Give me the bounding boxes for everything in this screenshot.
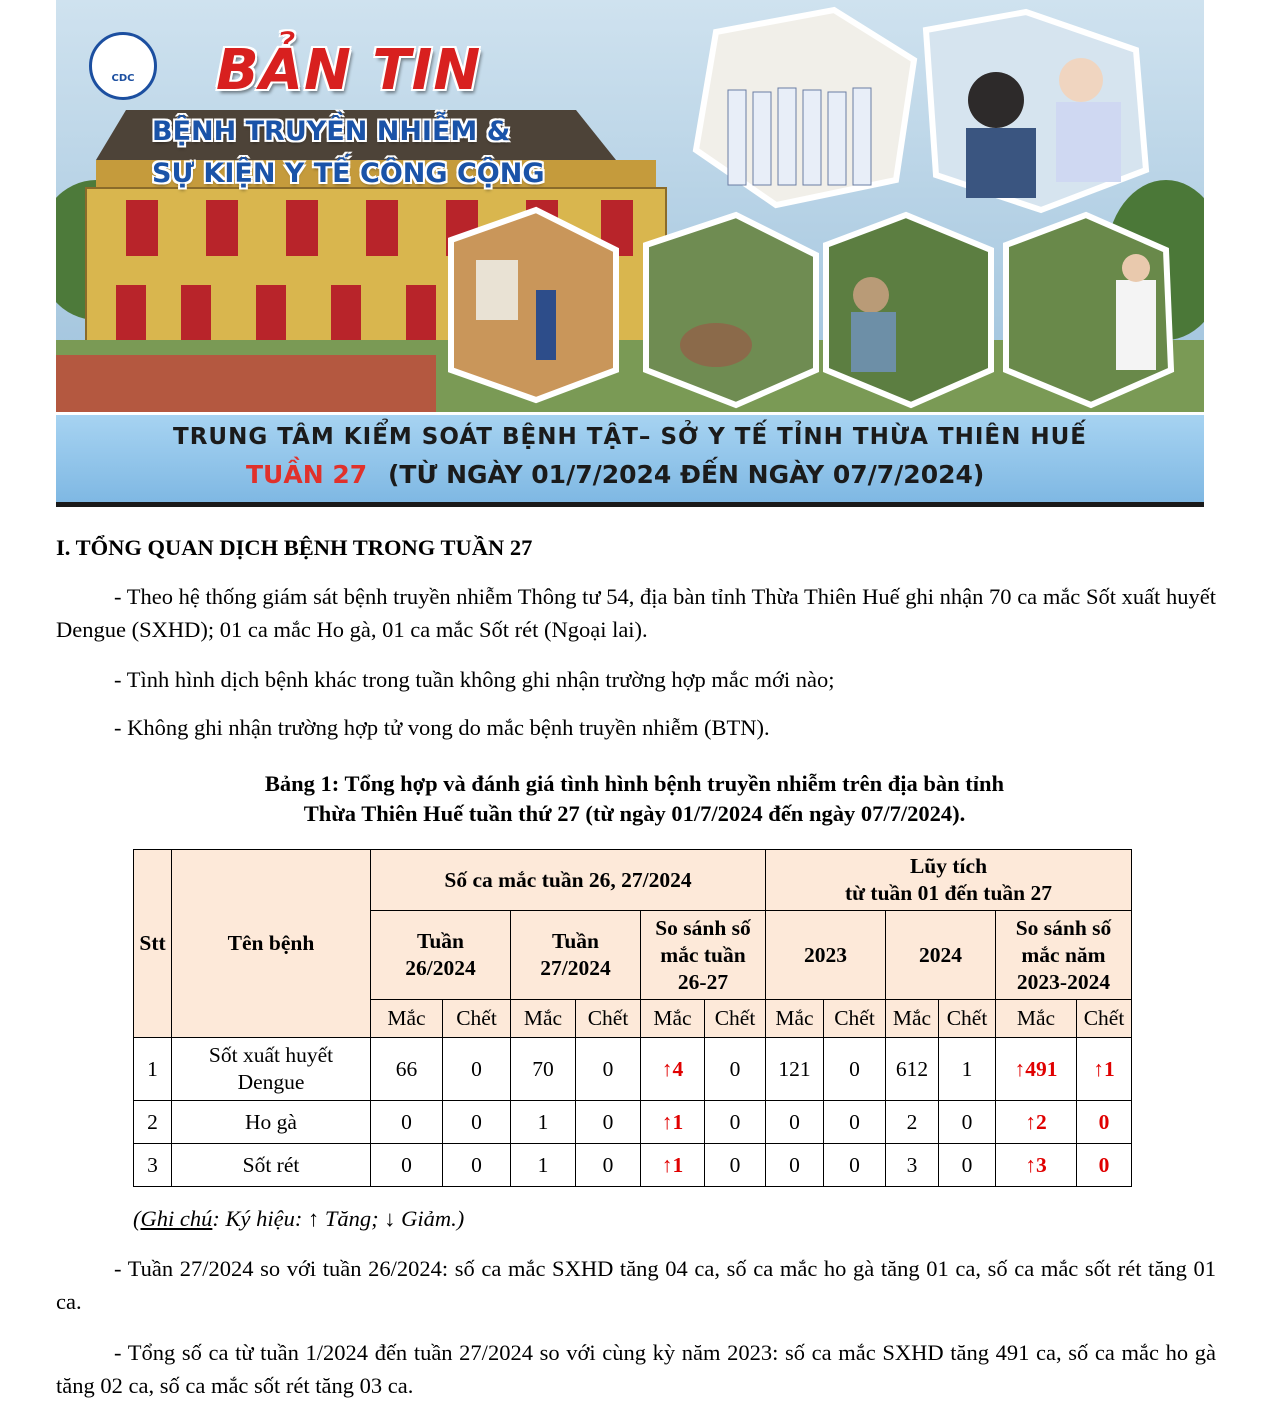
header-banner: [56, 0, 1204, 507]
row-cell: 1: [511, 1144, 576, 1187]
subheader-cell: Mắc: [886, 1000, 939, 1038]
analysis-paragraph-1: - Tuần 27/2024 so với tuần 26/2024: số ca mắc SXHD tăng 04 ca, số ca mắc ho gà tăng 01 ca, số ca mắc sốt rét tăng 01 ca.: [56, 1256, 1216, 1314]
row-cell: 612: [886, 1038, 939, 1101]
cdc-logo: CDC: [89, 32, 157, 100]
row-disease-name: Ho gà: [172, 1101, 371, 1144]
table-row: [134, 1101, 1132, 1144]
subheader-cell: Chết: [705, 1000, 766, 1038]
overview-paragraph-1: - Theo hệ thống giám sát bệnh truyền nhiễm Thông tư 54, địa bàn tỉnh Thừa Thiên Huế ghi nhận 70 ca mắc Sốt xuất huyết Dengue (SXHD); 01 ca mắc Ho gà, 01 ca mắc Sốt rét (Ngoại lai).: [56, 584, 1216, 642]
subheader-cell: Mắc: [641, 1000, 705, 1038]
header-week-27: Tuần 27/2024: [511, 911, 641, 1000]
section-title: I. TỔNG QUAN DỊCH BỆNH TRONG TUẦN 27: [56, 535, 533, 560]
row-stt: 3: [134, 1144, 172, 1187]
row-cell-increase: ↑1: [641, 1101, 705, 1144]
row-disease-name: Sốt xuất huyết Dengue: [172, 1038, 371, 1101]
row-cell: 1: [939, 1038, 996, 1101]
table-caption-line-2: Thừa Thiên Huế tuần thứ 27 (từ ngày 01/7/2024 đến ngày 07/7/2024).: [303, 801, 966, 826]
subheader-cell: Mắc: [996, 1000, 1077, 1038]
banner-week: TUẦN 27: [246, 460, 368, 489]
subheader-cell: Mắc: [511, 1000, 576, 1038]
header-weekly-cases: Số ca mắc tuần 26, 27/2024: [371, 850, 766, 911]
table-row: [134, 1038, 1132, 1101]
row-cell: 0: [576, 1101, 641, 1144]
banner-date-range: (TỪ NGÀY 01/7/2024 ĐẾN NGÀY 07/7/2024): [388, 460, 985, 489]
row-cell: 0: [371, 1101, 443, 1144]
row-cell-increase: ↑1: [641, 1144, 705, 1187]
row-cell: 70: [511, 1038, 576, 1101]
header-year-comparison: So sánh số mắc năm 2023-2024: [996, 911, 1132, 1000]
row-cell: 121: [766, 1038, 824, 1101]
row-cell: 0: [939, 1144, 996, 1187]
header-disease-name: Tên bệnh: [172, 850, 371, 1038]
row-cell: 0: [443, 1101, 511, 1144]
row-cell: 0: [576, 1144, 641, 1187]
overview-paragraph-2: - Tình hình dịch bệnh khác trong tuần không ghi nhận trường hợp mắc mới nào;: [114, 667, 835, 692]
row-cell: 0: [576, 1038, 641, 1101]
overview-paragraph-3: - Không ghi nhận trường hợp tử vong do mắc bệnh truyền nhiễm (BTN).: [114, 715, 770, 740]
row-cell-increase: ↑1: [1077, 1038, 1132, 1101]
row-cell: 0: [443, 1144, 511, 1187]
row-cell-increase: ↑3: [996, 1144, 1077, 1187]
subheader-cell: Chết: [824, 1000, 886, 1038]
row-cell-highlight: 0: [1077, 1144, 1132, 1187]
row-cell-highlight: 0: [1077, 1101, 1132, 1144]
disease-summary-table: [133, 849, 1132, 1187]
header-cumulative: Lũy tích từ tuần 01 đến tuần 27: [766, 850, 1132, 911]
row-stt: 1: [134, 1038, 172, 1101]
banner-title: BẢN TIN: [216, 38, 482, 103]
row-cell: 66: [371, 1038, 443, 1101]
row-cell: 0: [766, 1101, 824, 1144]
row-cell: 0: [371, 1144, 443, 1187]
subheader-cell: Mắc: [371, 1000, 443, 1038]
row-cell: 2: [886, 1101, 939, 1144]
row-cell: 0: [705, 1038, 766, 1101]
note-label: Ghi chú: [140, 1206, 213, 1231]
header-year-2023: 2023: [766, 911, 886, 1000]
header-year-2024: 2024: [886, 911, 996, 1000]
row-cell: 0: [705, 1101, 766, 1144]
row-cell-increase: ↑2: [996, 1101, 1077, 1144]
subheader-cell: Mắc: [766, 1000, 824, 1038]
subheader-cell: Chết: [576, 1000, 641, 1038]
table-caption-line-1: Bảng 1: Tổng hợp và đánh giá tình hình bệnh truyền nhiễm trên địa bàn tỉnh: [264, 771, 1005, 796]
banner-subtitle-2: SỰ KIỆN Y TẾ CÔNG CỘNG: [152, 158, 545, 189]
row-cell-increase: ↑4: [641, 1038, 705, 1101]
subheader-cell: Chết: [939, 1000, 996, 1038]
header-stt: Stt: [134, 850, 172, 1038]
row-cell: 0: [939, 1101, 996, 1144]
row-cell: 0: [824, 1101, 886, 1144]
header-week-26: Tuần 26/2024: [371, 911, 511, 1000]
row-cell: 0: [824, 1144, 886, 1187]
header-week-comparison: So sánh số mắc tuần 26-27: [641, 911, 766, 1000]
row-cell: 3: [886, 1144, 939, 1187]
table-note: (Ghi chú: Ký hiệu: ↑ Tăng; ↓ Giảm.): [133, 1206, 465, 1231]
analysis-paragraph-2: - Tổng số ca từ tuần 1/2024 đến tuần 27/2024 so với cùng kỳ năm 2023: số ca mắc SXHD tăng 491 ca, số ca mắc ho gà tăng 02 ca, số ca mắc sốt rét tăng 03 ca.: [56, 1340, 1216, 1398]
subheader-cell: Chết: [1077, 1000, 1132, 1038]
subheader-cell: Chết: [443, 1000, 511, 1038]
banner-subtitle-1: BỆNH TRUYỀN NHIỄM &: [152, 116, 511, 147]
row-cell: 0: [443, 1038, 511, 1101]
row-cell: 0: [766, 1144, 824, 1187]
row-stt: 2: [134, 1101, 172, 1144]
table-row: [134, 1144, 1132, 1187]
banner-organization: TRUNG TÂM KIỂM SOÁT BỆNH TẬT– SỞ Y TẾ TỈNH THỪA THIÊN HUẾ: [173, 424, 1087, 450]
row-cell-increase: ↑491: [996, 1038, 1077, 1101]
row-disease-name: Sốt rét: [172, 1144, 371, 1187]
row-cell: 0: [705, 1144, 766, 1187]
row-cell: 0: [824, 1038, 886, 1101]
row-cell: 1: [511, 1101, 576, 1144]
